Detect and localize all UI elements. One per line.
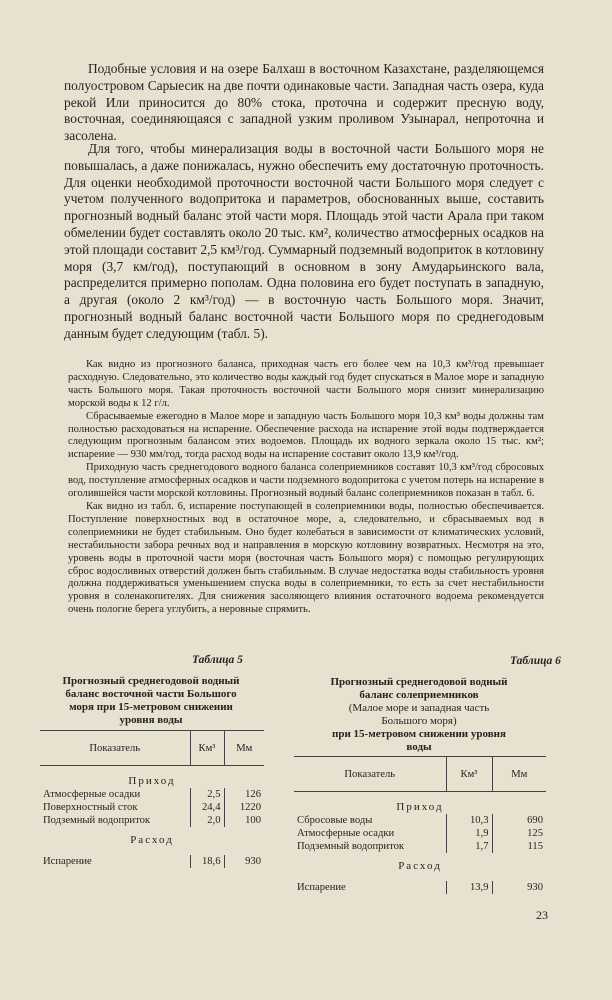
table-cell-km3: 10,3 bbox=[446, 814, 492, 827]
table-cell-mm: 115 bbox=[492, 840, 546, 853]
table-cell-km3: 2,5 bbox=[190, 788, 224, 801]
table6-section-row bbox=[294, 792, 546, 815]
small-text-block bbox=[68, 359, 544, 617]
paragraph-water-balance-text: Для того, чтобы минерализация воды в восточной части Большого моря не повышалась, а даже понижалась, нужно обеспечить ему достаточную проточность. Для оценки необходимой проточности восточной части Большого моря следует с учетом полученного водопритока и параметров, обоснованных выше, составить прогнозный водный баланс этой части моря. Площадь этой части Арала при таком обмелении будет составлять около 20 тыс. км², количество атмосферных осадков на этой площади составит 2,5 км³/год. Суммарный подземный водоприток в котловину моря (3,7 км/год), поступающий в основном в зону Амударьинского вала, распределится примерно пополам. Одна половина его будет поступать в западную, а другая (около 2 км³/год) — в восточную часть Большого моря. Значит, прогнозный водный баланс восточной части Большого моря по среднегодовым данным будет следующим (табл. 5). bbox=[64, 141, 544, 341]
table6-header-mm: Мм bbox=[492, 757, 546, 792]
table-gap-row bbox=[294, 873, 546, 881]
table6-title-line: при 15-метровом снижении уровня bbox=[332, 728, 506, 740]
table-cell-mm: 690 bbox=[492, 814, 546, 827]
paragraph-water-balance bbox=[64, 141, 544, 343]
table5-title-line: моря при 15-метровом снижении bbox=[69, 701, 233, 713]
table5 bbox=[40, 730, 264, 868]
table-row bbox=[40, 855, 264, 868]
table5-header-mm: Мм bbox=[224, 731, 264, 766]
table-cell-km3: 2,0 bbox=[190, 814, 224, 827]
table6-title-line: Прогнозный среднегодовой водный bbox=[330, 676, 508, 688]
table-cell-mm: 126 bbox=[224, 788, 264, 801]
paragraph-forecast-balance: Как видно из прогнозного баланса, приходная часть его более чем на 10,3 км³/год превышает расходную. Следовательно, это количество воды каждый год будет спускаться в Малое море и западную часть Большого моря. Такая проточность восточной части Большого моря снизит минерализацию морской воды к 12 г/л. bbox=[68, 359, 544, 409]
table6 bbox=[294, 756, 546, 894]
table-row bbox=[40, 801, 264, 814]
table6-title-line: баланс солеприемников bbox=[359, 689, 479, 701]
table-cell-name: Атмосферные осадки bbox=[43, 789, 141, 800]
table-row bbox=[294, 827, 546, 840]
paragraph-discharged-water: Сбрасываемые ежегодно в Малое море и западную часть Большого моря 10,3 км³ воды должны там полностью расходоваться на испарение. Обеспечение расхода на испарение этой воды подтверждается следующим прогнозным балансом этих водоемов. Площадь их водного зеркала около 15 тыс. км²; испарение — 930 мм/год, тогда расход воды на испарение составит около 13,9 км³/год. bbox=[68, 410, 544, 461]
table5-section-expense: Расход bbox=[130, 833, 174, 846]
table-gap bbox=[40, 847, 264, 855]
table-cell-km3: 1,9 bbox=[446, 827, 492, 840]
table-gap bbox=[294, 873, 546, 881]
table-cell-mm: 930 bbox=[224, 855, 264, 868]
table6-title-line: воды bbox=[406, 741, 432, 753]
table-cell-name: Подземный водоприток bbox=[43, 815, 151, 826]
table6-caption: Таблица 6 bbox=[510, 655, 561, 667]
table-row bbox=[294, 840, 546, 853]
table5-title bbox=[40, 675, 262, 727]
table5-section-income: Приход bbox=[128, 774, 176, 787]
table-cell-mm: 1220 bbox=[224, 801, 264, 814]
table-cell-name: Атмосферные осадки bbox=[297, 828, 395, 839]
table-row bbox=[40, 788, 264, 801]
table5-section-row bbox=[40, 766, 264, 789]
table6-header-indicator: Показатель bbox=[294, 757, 446, 792]
table6-header-row bbox=[294, 757, 546, 792]
paragraph-balkhash bbox=[64, 61, 544, 145]
table6-title-line: Большого моря) bbox=[381, 715, 457, 727]
table-cell-km3: 1,7 bbox=[446, 840, 492, 853]
table-row bbox=[294, 881, 546, 894]
table5-caption: Таблица 5 bbox=[192, 654, 243, 666]
table6-section-expense: Расход bbox=[398, 859, 442, 872]
table-cell-name: Испарение bbox=[297, 882, 346, 893]
table6-header-km3: Км³ bbox=[446, 757, 492, 792]
table-cell-name: Сбросовые воды bbox=[297, 815, 373, 826]
table6-title-line: (Малое море и западная часть bbox=[348, 702, 490, 714]
table-cell-km3: 24,4 bbox=[190, 801, 224, 814]
table-cell-mm: 125 bbox=[492, 827, 546, 840]
page-number: 23 bbox=[536, 908, 548, 922]
table-cell-name: Поверхностный сток bbox=[43, 802, 138, 813]
table5-title-line: баланс восточной части Большого bbox=[65, 688, 237, 700]
paragraph-balkhash-text: Подобные условия и на озере Балхаш в восточном Казахстане, разделяющемся полуостровом Сарыесик на две почти одинаковые части. Западная часть озера, куда рекой Или приносится до 80% стока, проточна и содержит пресную воду, восточная, соединяющаяся с западной узким проливом Узынарал, непроточна и засолена. bbox=[64, 61, 544, 144]
paragraph-evaporation: Как видно из табл. 6, испарение поступающей в солеприемники воды, полностью обеспечивается. Поступление поверхностных вод в остаточное море, а, следовательно, и сбрасываемых вод в солеприемники не будет стабильным. Оно будет колебаться в зависимости от климатических условий, нестабильности забора речных вод и направления в морскую котловину возвратных. Несмотря на это, уровень воды в проточной части моря (восточная часть Большого моря) с помощью регулирующих сброс водосливных отверстий должен быть стабильным. В случае недостатка воды стабильность уровня должна поддерживаться уменьшением спуска воды в солеприемники, то есть за счет нестабильности уровня в соленакопителях. Для снижения засоляющего влияния остаточного водоема рекомендуется очень пологие берега углубить, а неровные спрямить. bbox=[68, 500, 544, 616]
table5-title-line: Прогнозный среднегодовой водный bbox=[62, 675, 240, 687]
table-gap-row bbox=[40, 847, 264, 855]
table6-section-row bbox=[294, 853, 546, 873]
paragraph-salt-receivers: Приходную часть среднегодового водного баланса солеприемников составят 10,3 км³/год сбросовых вод, поступление атмосферных осадков и части подземного водопритока с учетом потерь на испарение в оголившейся части морской котловины. Прогнозный водный баланс солеприемников показан в табл. 6. bbox=[68, 462, 544, 500]
table-cell-km3: 18,6 bbox=[190, 855, 224, 868]
table5-header-row bbox=[40, 731, 264, 766]
table-row bbox=[40, 814, 264, 827]
table-cell-mm: 100 bbox=[224, 814, 264, 827]
table5-title-line: уровня воды bbox=[119, 714, 183, 726]
table-cell-name: Подземный водоприток bbox=[297, 841, 405, 852]
table5-section-row bbox=[40, 827, 264, 847]
table6-title bbox=[294, 676, 544, 754]
table-cell-name: Испарение bbox=[43, 856, 92, 867]
table-cell-km3: 13,9 bbox=[446, 881, 492, 894]
table-cell-mm: 930 bbox=[492, 881, 546, 894]
table6-section-income: Приход bbox=[396, 800, 444, 813]
table-row bbox=[294, 814, 546, 827]
table5-header-km3: Км³ bbox=[190, 731, 224, 766]
table5-header-indicator: Показатель bbox=[40, 731, 190, 766]
